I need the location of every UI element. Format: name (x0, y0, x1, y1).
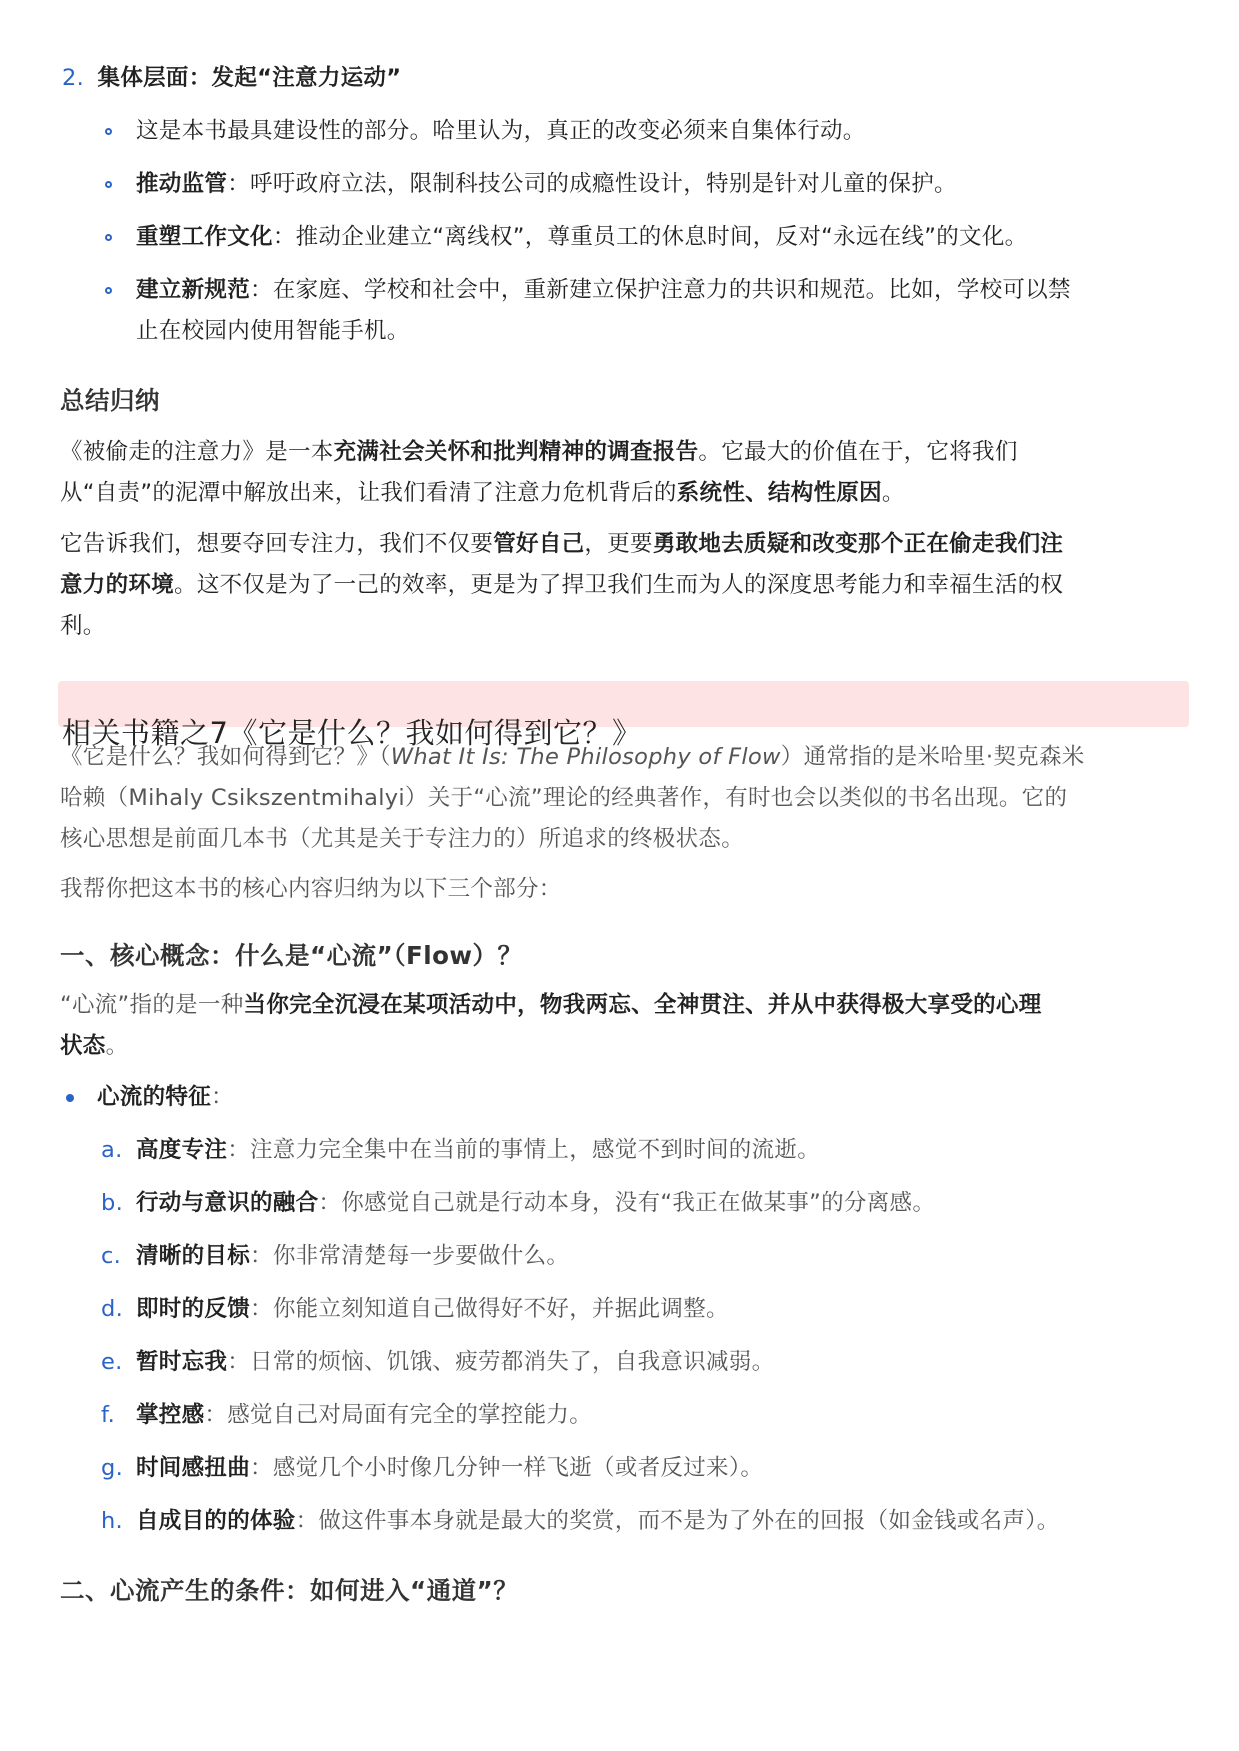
bullet-item (136, 111, 866, 152)
feature-item (101, 1342, 774, 1383)
feature-letter: h. (101, 1508, 124, 1534)
feature-term: 行动与意识的融合 (136, 1190, 319, 1216)
summary-paragraph-2-line-2 (60, 565, 1063, 606)
bold-run: 充满社会关怀和批判精神的调查报告 (333, 439, 699, 465)
feature-letter: c. (101, 1243, 122, 1269)
text-run: ）通常指的是米哈里·契克森米 (780, 744, 1085, 770)
bold-run: 意力的环境 (60, 572, 175, 598)
summary-paragraph-1 (60, 432, 1018, 473)
feature-term: 自成目的的体验 (136, 1508, 296, 1534)
feature-letter: d. (101, 1296, 124, 1322)
text-run: ，更要 (584, 531, 653, 557)
part-2-heading: 二、心流产生的条件：如何进入“通道”？ (60, 1576, 519, 1605)
bullet-bold-term: 推动监管 (136, 171, 228, 197)
part-1-heading: 一、核心概念：什么是“心流”（Flow）？ (60, 941, 523, 970)
feature-item (101, 1395, 592, 1436)
feature-term: 暂时忘我 (136, 1349, 228, 1375)
feature-letter: b. (101, 1190, 124, 1216)
summary-paragraph-2 (60, 524, 1063, 565)
book-intro-line-3: 核心思想是前面几本书（尤其是关于专注力的）所追求的终极状态。 (60, 826, 745, 852)
feature-term: 时间感扭曲 (136, 1455, 251, 1481)
feature-text: ：感觉几个小时像几分钟一样飞逝（或者反过来）。 (250, 1455, 764, 1481)
feature-letter: e. (101, 1349, 123, 1375)
bold-run: 当你完全沉浸在某项活动中，物我两忘、全神贯注、并从中获得极大享受的心理 (243, 992, 1042, 1018)
summary-heading: 总结归纳 (60, 386, 160, 415)
lead-paragraph: 我帮你把这本书的核心内容归纳为以下三个部分： (60, 876, 562, 902)
feature-item (101, 1130, 820, 1171)
flow-definition-line-2 (60, 1026, 128, 1067)
feature-item (101, 1448, 763, 1489)
bullet-text: 这是本书最具建设性的部分。哈里认为，真正的改变必须来自集体行动。 (136, 118, 866, 144)
feature-text: ：做这件事本身就是最大的奖赏，而不是为了外在的回报（如金钱或名声）。 (295, 1508, 1060, 1534)
feature-letter: a. (101, 1137, 123, 1163)
numbered-item-2 (62, 58, 401, 99)
bullet-circle-icon (105, 287, 112, 294)
text-run: 。它最大的价值在于，它将我们 (698, 439, 1018, 465)
bullet-item-continuation (136, 311, 410, 352)
bullet-sep: ： (250, 277, 273, 303)
feature-text: ：你感觉自己就是行动本身，没有“我正在做某事”的分离感。 (318, 1190, 936, 1216)
text-run: 。 (881, 480, 905, 506)
text-run: “心流”指的是一种 (60, 992, 244, 1018)
text-run: 从“自责”的泥潭中解放出来，让我们看清了注意力危机背后的 (60, 480, 677, 506)
feature-item (101, 1236, 569, 1277)
flow-definition (60, 985, 1042, 1026)
feature-text: ：感觉自己对局面有完全的掌控能力。 (204, 1402, 593, 1428)
feature-term: 掌控感 (136, 1402, 205, 1428)
bullet-item (136, 217, 1027, 258)
bullet-text: 呼吁政府立法，限制科技公司的成瘾性设计，特别是针对儿童的保护。 (250, 171, 957, 197)
summary-paragraph-2-line-3 (60, 606, 106, 647)
bullet-circle-icon (105, 234, 112, 241)
text-run: ： (211, 1084, 234, 1110)
bullet-dot-icon (66, 1094, 74, 1102)
bullet-text: 推动企业建立“离线权”，尊重员工的休息时间，反对“永远在线”的文化。 (295, 224, 1028, 250)
feature-item (101, 1289, 729, 1330)
book-intro-line-2: 哈赖（Mihaly Csikszentmihalyi）关于“心流”理论的经典著作，有时也会以类似的书名出现。它的 (60, 785, 1068, 811)
bullet-bold-term: 建立新规范 (136, 277, 251, 303)
feature-item (101, 1183, 935, 1224)
text-run: 它告诉我们，想要夺回专注力，我们不仅要 (60, 531, 494, 557)
feature-letter: f. (101, 1402, 116, 1428)
feature-text: ：你非常清楚每一步要做什么。 (250, 1243, 570, 1269)
bullet-circle-icon (105, 181, 112, 188)
feature-text: ：注意力完全集中在当前的事情上，感觉不到时间的流逝。 (227, 1137, 821, 1163)
book-intro-line-1 (60, 737, 1085, 778)
bullet-text: 在家庭、学校和社会中，重新建立保护注意力的共识和规范。比如，学校可以禁 (272, 277, 1071, 303)
text-run: 利。 (60, 613, 106, 639)
bullet-text: 止在校园内使用智能手机。 (136, 318, 410, 344)
bullet-item (136, 164, 957, 205)
bullet-circle-icon (105, 128, 112, 135)
section-banner-title: 相关书籍之7《它是什么？我如何得到它？》 (62, 716, 642, 750)
numbered-item-title: 集体层面：发起“注意力运动” (97, 65, 402, 91)
bold-run: 勇敢地去质疑和改变那个正在偷走我们注 (652, 531, 1064, 557)
bold-run: 心流的特征 (97, 1084, 212, 1110)
text-run: 。 (105, 1033, 129, 1059)
feature-term: 清晰的目标 (136, 1243, 251, 1269)
text-run: 。这不仅是为了一己的效率，更是为了捍卫我们生而为人的深度思考能力和幸福生活的权 (174, 572, 1064, 598)
text-run: 《它是什么？我如何得到它？》（ (60, 744, 391, 770)
feature-term: 高度专注 (136, 1137, 228, 1163)
text-run: 《被偷走的注意力》是一本 (60, 439, 334, 465)
bullet-item (136, 270, 1071, 311)
feature-text: ：你能立刻知道自己做得好不好，并据此调整。 (250, 1296, 729, 1322)
feature-letter: g. (101, 1455, 124, 1481)
bullet-sep: ： (227, 171, 251, 197)
bullet-bold-term: 重塑工作文化 (136, 224, 273, 250)
bold-run: 系统性、结构性原因 (676, 480, 882, 506)
bold-run: 状态 (60, 1033, 106, 1059)
list-number: 2. (62, 65, 85, 91)
summary-paragraph-1-line-2 (60, 473, 905, 514)
feature-item (101, 1501, 1060, 1542)
feature-term: 即时的反馈 (136, 1296, 251, 1322)
feature-text: ：日常的烦恼、饥饿、疲劳都消失了，自我意识减弱。 (227, 1349, 775, 1375)
bold-run: 管好自己 (493, 531, 585, 557)
features-label (97, 1077, 234, 1118)
italic-title: What It Is: The Philosophy of Flow (390, 744, 781, 770)
bullet-sep: ： (272, 224, 296, 250)
